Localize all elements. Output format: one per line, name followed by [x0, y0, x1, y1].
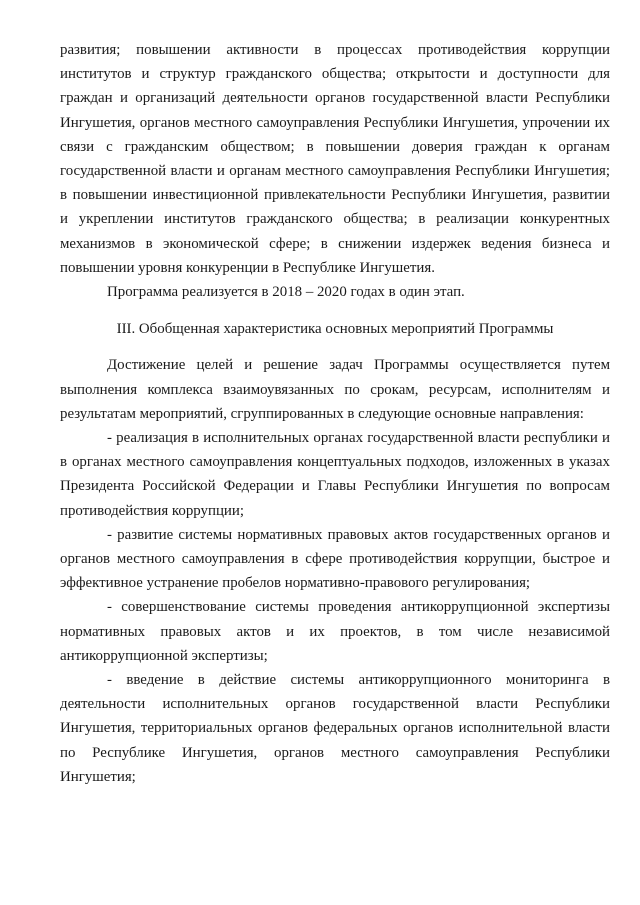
list-item: - введение в действие системы антикоррупционного мониторинга в деятельности исполнительных органов государственной власти Республики Ингушетия, территориальных органов федеральных органов исполнительной власти по Республике Ингушетия, органов местного самоуправления Республики Ингушетия;	[60, 672, 610, 785]
document-page	[60, 38, 610, 789]
list-item: - развитие системы нормативных правовых актов государственных органов и органов местного самоуправления в сфере противодействия коррупции, быстрое и эффективное устранение пробелов нормативно-правового регулирования;	[60, 526, 610, 592]
paragraph-program-period: Программа реализуется в 2018 – 2020 годах в один этап.	[107, 284, 465, 301]
paragraph-continuation: развития; повышении активности в процессах противодействия коррупции институтов и структур гражданского общества; открытости и доступности для граждан и организаций деятельности органов государственной власти Республики Ингушетия, органов местного самоуправления Республики Ингушетия, упрочении их связи с гражданским обществом; в повышении доверия граждан к органам государственной власти и органам местного самоуправления Республики Ингушетия; в повышении инвестиционной привлекательности Республики Ингушетия, развитии и укреплении институтов гражданского общества; в реализации конкурентных механизмов в экономической сфере; в снижении издержек ведения бизнеса и повышении уровня конкуренции в Республике Ингушетия.	[60, 42, 610, 276]
paragraph-intro: Достижение целей и решение задач Программы осуществляется путем выполнения комплекса взаимоувязанных по срокам, ресурсам, исполнителям и результатам мероприятий, сгруппированных в следующие основные направления:	[60, 357, 610, 422]
list-item: - совершенствование системы проведения антикоррупционной экспертизы нормативных правовых актов и их проектов, в том числе независимой антикоррупционной экспертизы;	[60, 599, 610, 664]
section-heading: III. Обобщенная характеристика основных мероприятий Программы	[116, 321, 554, 338]
list-item: - реализация в исполнительных органах государственной власти республики и в органах местного самоуправления концептуальных подходов, изложенных в указах Президента Российской Федерации и Главы Республики Ингушетия по вопросам противодействия коррупции;	[60, 430, 610, 519]
